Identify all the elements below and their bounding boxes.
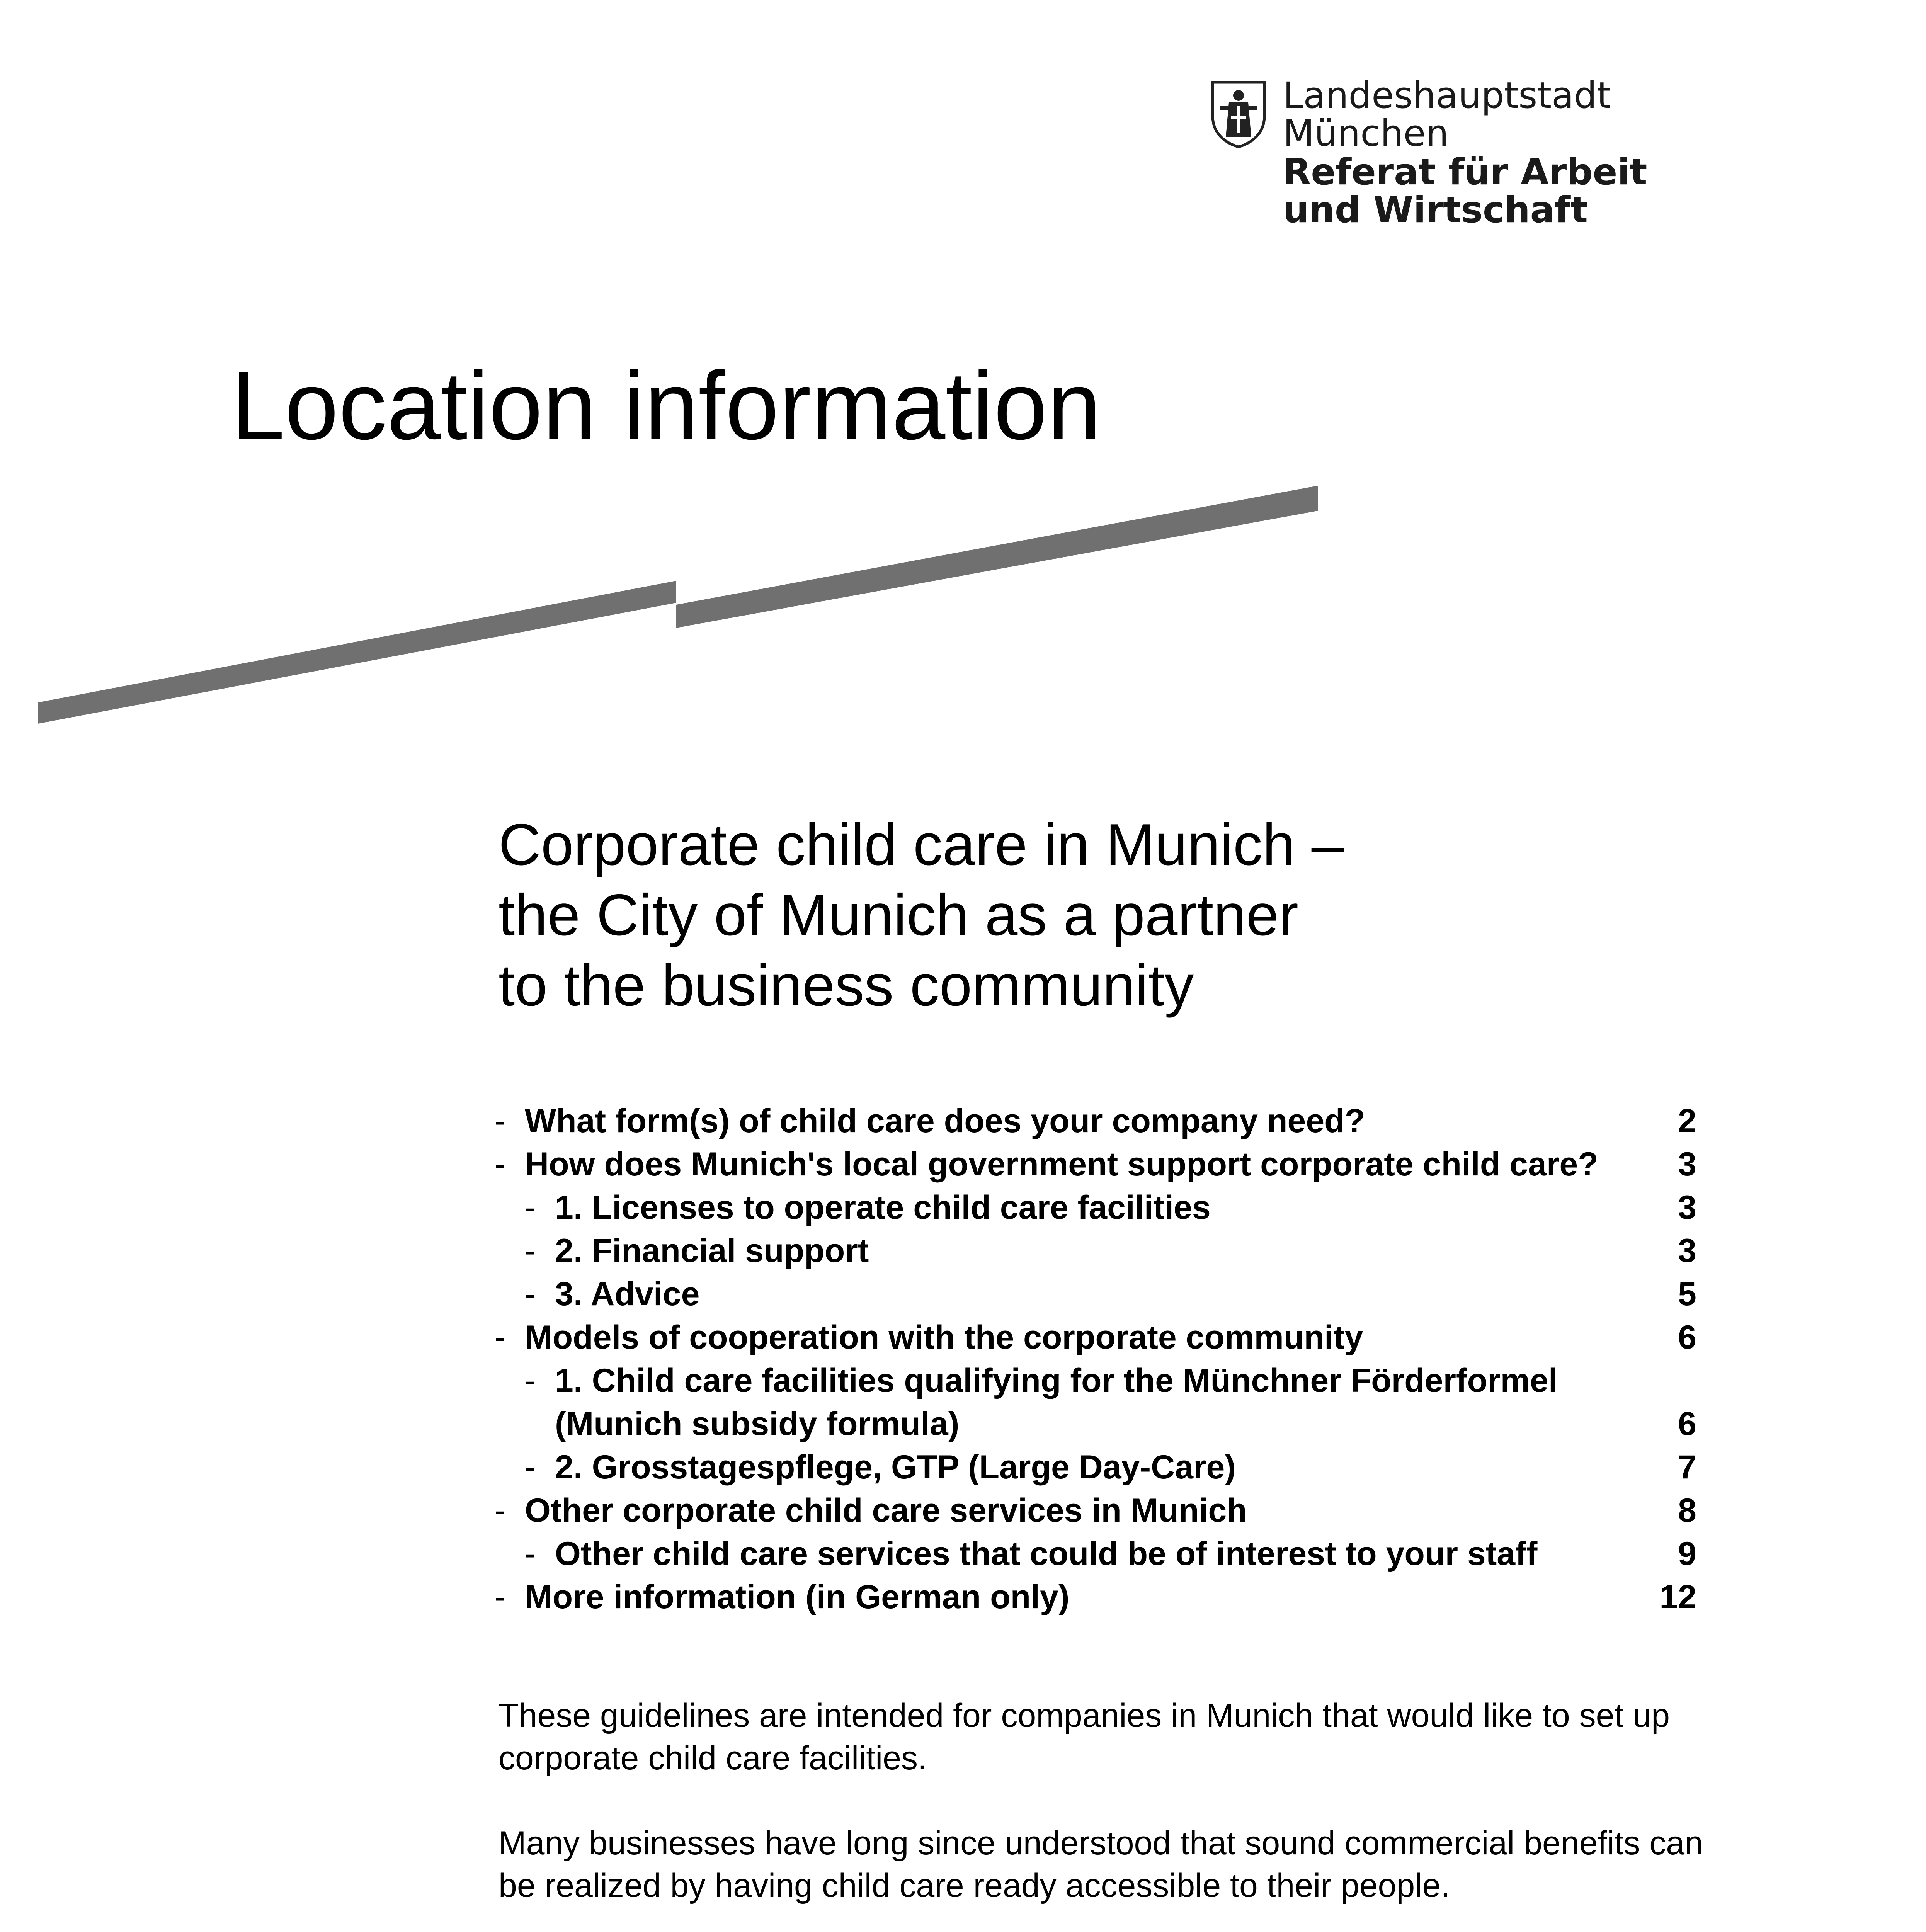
toc-entry [495,1229,1696,1272]
table-of-contents [495,1099,1696,1619]
toc-entry [495,1186,1696,1229]
toc-bullet: - [495,1102,506,1139]
city-name-line2: München [1283,112,1449,155]
toc-page-number: 2 [1678,1102,1696,1139]
toc-bullet: - [495,1492,506,1529]
toc-entry [495,1489,1696,1532]
toc-entry-title: How does Munich's local government support corporate child care? [525,1146,1598,1183]
munich-coat-of-arms-icon [1210,79,1268,149]
toc-page-number: 3 [1678,1146,1696,1183]
stripe-right [676,486,1318,628]
toc-page-number: 6 [1678,1319,1696,1356]
toc-page-number: 3 [1678,1189,1696,1226]
toc-entry [495,1316,1696,1359]
department-name-line2: und Wirtschaft [1283,189,1588,231]
toc-entry-title: Other child care services that could be of interest to your staff [555,1535,1538,1572]
toc-bullet: - [525,1276,536,1313]
toc-bullet: - [495,1578,506,1616]
subtitle-line: Corporate child care in Munich – [499,812,1344,878]
toc-entry [495,1143,1696,1186]
toc-entry-title: 2. Financial support [555,1232,869,1269]
toc-entry-title: 2. Grosstagespflege, GTP (Large Day-Care) [555,1449,1236,1486]
paragraph: Many businesses have long since understood that sound commercial benefits can be realized by having child care ready accessible to their people. [499,1825,1703,1904]
toc-bullet: - [495,1146,506,1183]
toc-bullet: - [525,1535,536,1572]
toc-page-number: 3 [1678,1232,1696,1269]
toc-page-number: 6 [1678,1405,1696,1442]
toc-page-number: 8 [1678,1492,1696,1529]
toc-entry-title: What form(s) of child care does your company need? [525,1102,1365,1139]
department-name-line1: Referat für Arbeit [1283,151,1647,193]
toc-entry [495,1532,1696,1575]
toc-page-number: 7 [1678,1449,1696,1486]
intro-text [499,1694,1704,1932]
toc-bullet: - [525,1232,536,1269]
toc-bullet: - [525,1449,536,1486]
toc-entry [495,1575,1696,1619]
toc-bullet: - [525,1362,536,1399]
toc-entry [495,1359,1696,1446]
toc-entry-title: Models of cooperation with the corporate community [525,1319,1363,1356]
toc-entry-title: 1. Licenses to operate child care facilities [555,1189,1211,1226]
toc-entry-title: More information (in German only) [525,1578,1070,1616]
toc-bullet: - [495,1319,506,1356]
toc-entry [495,1099,1696,1143]
paragraph: These guidelines are intended for companies in Munich that would like to set up corporate child care facilities. [499,1697,1670,1777]
toc-page-number: 12 [1659,1578,1696,1616]
subtitle-line: the City of Munich as a partner [499,882,1298,948]
toc-entry-title: Other corporate child care services in Munich [525,1492,1247,1529]
subtitle-line: to the business community [499,952,1194,1018]
subtitle [499,810,1658,1020]
document-title: Location information [231,352,1101,459]
decorative-stripes [0,479,1337,742]
toc-page-number: 9 [1678,1535,1696,1572]
toc-entry [495,1272,1696,1316]
toc-entry-title: 3. Advice [555,1276,700,1313]
toc-entry-title: 1. Child care facilities qualifying for the Münchner Förderformel (Munich subsidy formula) [555,1362,1558,1442]
toc-bullet: - [525,1189,536,1226]
toc-entry [495,1446,1696,1489]
toc-page-number: 5 [1678,1276,1696,1313]
city-name-line1: Landeshauptstadt [1283,75,1611,117]
stripe-left [38,581,676,724]
